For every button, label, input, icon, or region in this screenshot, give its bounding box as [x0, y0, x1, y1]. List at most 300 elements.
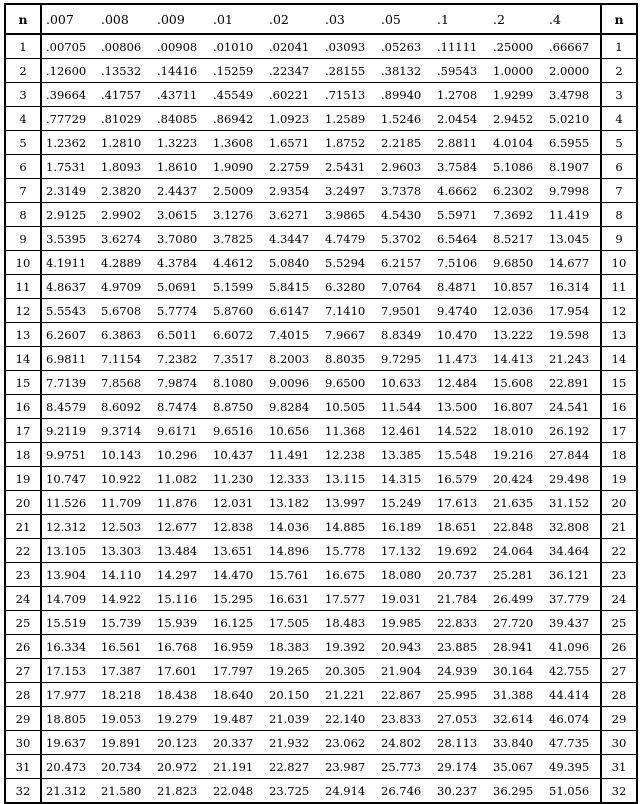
value-cell: 49.395: [545, 755, 601, 779]
value-cell: 12.503: [97, 515, 153, 539]
value-cell: 4.8637: [41, 275, 97, 299]
value-cell: 30.237: [433, 779, 489, 804]
value-cell: 10.922: [97, 467, 153, 491]
value-cell: 7.9667: [321, 323, 377, 347]
value-cell: 2.0454: [433, 107, 489, 131]
value-cell: .00806: [97, 34, 153, 59]
value-cell: 11.526: [41, 491, 97, 515]
row-n-left: 27: [5, 659, 41, 683]
row-n-left: 18: [5, 443, 41, 467]
value-cell: 22.867: [377, 683, 433, 707]
table-row: [5, 59, 637, 83]
value-cell: 11.709: [97, 491, 153, 515]
header-rate-cell: .05: [377, 4, 433, 34]
value-cell: 9.7998: [545, 179, 601, 203]
value-cell: 19.637: [41, 731, 97, 755]
row-n-right: 29: [601, 707, 637, 731]
value-cell: 21.221: [321, 683, 377, 707]
value-cell: 3.1276: [209, 203, 265, 227]
table-row: [5, 323, 637, 347]
row-n-right: 17: [601, 419, 637, 443]
value-cell: 12.838: [209, 515, 265, 539]
value-cell: 14.413: [489, 347, 545, 371]
row-n-left: 3: [5, 83, 41, 107]
value-cell: .60221: [265, 83, 321, 107]
value-cell: 11.473: [433, 347, 489, 371]
value-cell: 12.677: [153, 515, 209, 539]
value-cell: 5.6708: [97, 299, 153, 323]
value-cell: 15.295: [209, 587, 265, 611]
value-cell: 10.747: [41, 467, 97, 491]
table-row: [5, 635, 637, 659]
value-cell: 42.755: [545, 659, 601, 683]
value-cell: 1.0000: [489, 59, 545, 83]
value-cell: 15.608: [489, 371, 545, 395]
row-n-left: 23: [5, 563, 41, 587]
value-cell: 1.8093: [97, 155, 153, 179]
value-cell: 18.483: [321, 611, 377, 635]
value-cell: 11.230: [209, 467, 265, 491]
value-cell: 21.580: [97, 779, 153, 804]
value-cell: 18.438: [153, 683, 209, 707]
value-cell: 29.498: [545, 467, 601, 491]
value-cell: 10.633: [377, 371, 433, 395]
value-cell: 27.844: [545, 443, 601, 467]
table-row: [5, 107, 637, 131]
value-cell: .89940: [377, 83, 433, 107]
value-cell: 2.4437: [153, 179, 209, 203]
value-cell: 9.4740: [433, 299, 489, 323]
value-cell: 6.5464: [433, 227, 489, 251]
value-cell: 15.519: [41, 611, 97, 635]
value-cell: 4.4612: [209, 251, 265, 275]
value-cell: 17.153: [41, 659, 97, 683]
value-cell: 8.8035: [321, 347, 377, 371]
table-row: [5, 34, 637, 59]
value-cell: 16.579: [433, 467, 489, 491]
value-cell: 14.522: [433, 419, 489, 443]
value-cell: 18.218: [97, 683, 153, 707]
value-cell: 1.2362: [41, 131, 97, 155]
value-cell: 12.312: [41, 515, 97, 539]
value-cell: .28155: [321, 59, 377, 83]
value-cell: 13.997: [321, 491, 377, 515]
value-cell: 10.470: [433, 323, 489, 347]
row-n-left: 9: [5, 227, 41, 251]
value-cell: 21.191: [209, 755, 265, 779]
row-n-right: 21: [601, 515, 637, 539]
value-cell: 4.9709: [97, 275, 153, 299]
row-n-left: 16: [5, 395, 41, 419]
row-n-right: 25: [601, 611, 637, 635]
value-cell: 24.541: [545, 395, 601, 419]
value-cell: 8.1907: [545, 155, 601, 179]
value-cell: 11.368: [321, 419, 377, 443]
value-cell: .38132: [377, 59, 433, 83]
value-cell: 13.385: [377, 443, 433, 467]
row-n-right: 30: [601, 731, 637, 755]
value-cell: 20.424: [489, 467, 545, 491]
value-cell: 14.896: [265, 539, 321, 563]
header-rate-cell: .01: [209, 4, 265, 34]
row-n-left: 29: [5, 707, 41, 731]
value-cell: 11.544: [377, 395, 433, 419]
header-rate-cell: .03: [321, 4, 377, 34]
value-cell: 27.720: [489, 611, 545, 635]
value-cell: 22.140: [321, 707, 377, 731]
value-cell: 12.333: [265, 467, 321, 491]
value-cell: 31.388: [489, 683, 545, 707]
value-cell: 10.505: [321, 395, 377, 419]
row-n-left: 21: [5, 515, 41, 539]
value-cell: 8.5217: [489, 227, 545, 251]
value-cell: 18.805: [41, 707, 97, 731]
value-cell: 2.5009: [209, 179, 265, 203]
value-cell: 5.5543: [41, 299, 97, 323]
value-cell: 14.885: [321, 515, 377, 539]
value-cell: 5.8760: [209, 299, 265, 323]
value-cell: 3.7378: [377, 179, 433, 203]
value-cell: 1.9299: [489, 83, 545, 107]
value-cell: 51.056: [545, 779, 601, 804]
value-cell: 18.383: [265, 635, 321, 659]
value-cell: 16.807: [489, 395, 545, 419]
value-cell: 21.243: [545, 347, 601, 371]
value-cell: .84085: [153, 107, 209, 131]
value-cell: 28.941: [489, 635, 545, 659]
value-cell: 20.972: [153, 755, 209, 779]
value-cell: 4.1911: [41, 251, 97, 275]
row-n-right: 23: [601, 563, 637, 587]
value-cell: 14.709: [41, 587, 97, 611]
header-rate-cell: .02: [265, 4, 321, 34]
value-cell: 5.7774: [153, 299, 209, 323]
table-wrapper: [4, 3, 638, 800]
value-cell: 1.2708: [433, 83, 489, 107]
value-cell: 2.9902: [97, 203, 153, 227]
value-cell: 12.238: [321, 443, 377, 467]
value-cell: 21.312: [41, 779, 97, 804]
value-cell: 10.656: [265, 419, 321, 443]
value-cell: 11.419: [545, 203, 601, 227]
value-cell: 37.779: [545, 587, 601, 611]
value-cell: .00908: [153, 34, 209, 59]
value-cell: 28.113: [433, 731, 489, 755]
value-cell: 1.2589: [321, 107, 377, 131]
value-cell: 3.9865: [321, 203, 377, 227]
value-cell: 17.505: [265, 611, 321, 635]
value-cell: 13.105: [41, 539, 97, 563]
value-cell: 6.2302: [489, 179, 545, 203]
value-cell: 14.110: [97, 563, 153, 587]
value-cell: 6.6147: [265, 299, 321, 323]
value-cell: 20.943: [377, 635, 433, 659]
value-cell: 19.891: [97, 731, 153, 755]
value-cell: .05263: [377, 34, 433, 59]
value-cell: 20.123: [153, 731, 209, 755]
value-cell: 1.8752: [321, 131, 377, 155]
value-cell: 13.303: [97, 539, 153, 563]
value-cell: 7.0764: [377, 275, 433, 299]
header-rate-cell: .009: [153, 4, 209, 34]
table-row: [5, 755, 637, 779]
value-cell: 39.437: [545, 611, 601, 635]
value-cell: 1.9090: [209, 155, 265, 179]
row-n-right: 26: [601, 635, 637, 659]
value-cell: 2.3149: [41, 179, 97, 203]
value-cell: 23.885: [433, 635, 489, 659]
value-cell: .41757: [97, 83, 153, 107]
row-n-left: 17: [5, 419, 41, 443]
table-row: [5, 347, 637, 371]
value-cell: 6.6072: [209, 323, 265, 347]
value-cell: 14.922: [97, 587, 153, 611]
row-n-left: 31: [5, 755, 41, 779]
row-n-left: 14: [5, 347, 41, 371]
value-cell: 3.0615: [153, 203, 209, 227]
value-cell: 27.053: [433, 707, 489, 731]
value-cell: 24.064: [489, 539, 545, 563]
value-cell: .25000: [489, 34, 545, 59]
row-n-right: 16: [601, 395, 637, 419]
row-n-right: 1: [601, 34, 637, 59]
row-n-left: 24: [5, 587, 41, 611]
table-row: [5, 491, 637, 515]
value-cell: 7.7139: [41, 371, 97, 395]
value-cell: 2.9354: [265, 179, 321, 203]
row-n-right: 8: [601, 203, 637, 227]
value-cell: 3.7825: [209, 227, 265, 251]
value-cell: 7.3692: [489, 203, 545, 227]
value-cell: 32.614: [489, 707, 545, 731]
table-row: [5, 395, 637, 419]
value-cell: 22.848: [489, 515, 545, 539]
row-n-right: 11: [601, 275, 637, 299]
value-cell: 17.577: [321, 587, 377, 611]
value-cell: 18.651: [433, 515, 489, 539]
value-cell: 15.761: [265, 563, 321, 587]
value-cell: 21.823: [153, 779, 209, 804]
value-cell: 14.315: [377, 467, 433, 491]
row-n-right: 28: [601, 683, 637, 707]
value-cell: 16.189: [377, 515, 433, 539]
value-cell: 2.8811: [433, 131, 489, 155]
value-cell: .39664: [41, 83, 97, 107]
value-cell: 13.222: [489, 323, 545, 347]
value-cell: 8.7474: [153, 395, 209, 419]
table-row: [5, 275, 637, 299]
value-cell: 5.3702: [377, 227, 433, 251]
table-row: [5, 683, 637, 707]
table-row: [5, 467, 637, 491]
value-cell: 1.3608: [209, 131, 265, 155]
row-n-left: 11: [5, 275, 41, 299]
value-cell: 13.651: [209, 539, 265, 563]
value-cell: 23.062: [321, 731, 377, 755]
value-cell: 10.857: [489, 275, 545, 299]
value-cell: 4.7479: [321, 227, 377, 251]
table-row: [5, 611, 637, 635]
value-cell: 5.8415: [265, 275, 321, 299]
value-cell: 9.7295: [377, 347, 433, 371]
row-n-left: 32: [5, 779, 41, 804]
value-cell: 7.8568: [97, 371, 153, 395]
header-rate-cell: .1: [433, 4, 489, 34]
value-cell: 6.9811: [41, 347, 97, 371]
value-cell: 15.739: [97, 611, 153, 635]
row-n-right: 14: [601, 347, 637, 371]
table-row: [5, 83, 637, 107]
value-cell: 13.182: [265, 491, 321, 515]
value-cell: .00705: [41, 34, 97, 59]
header-rate-cell: .007: [41, 4, 97, 34]
value-cell: .11111: [433, 34, 489, 59]
value-cell: 2.9125: [41, 203, 97, 227]
value-cell: 19.053: [97, 707, 153, 731]
value-cell: 2.0000: [545, 59, 601, 83]
value-cell: 2.5431: [321, 155, 377, 179]
value-cell: 33.840: [489, 731, 545, 755]
value-cell: 21.039: [265, 707, 321, 731]
value-cell: 13.904: [41, 563, 97, 587]
table-row: [5, 419, 637, 443]
value-cell: 2.9452: [489, 107, 545, 131]
row-n-right: 5: [601, 131, 637, 155]
table-row: [5, 371, 637, 395]
value-cell: 19.598: [545, 323, 601, 347]
value-cell: 23.987: [321, 755, 377, 779]
table-row: [5, 731, 637, 755]
row-n-left: 28: [5, 683, 41, 707]
value-cell: 1.8610: [153, 155, 209, 179]
value-cell: 24.802: [377, 731, 433, 755]
value-cell: 22.891: [545, 371, 601, 395]
table-row: [5, 539, 637, 563]
table-row: [5, 227, 637, 251]
row-n-right: 6: [601, 155, 637, 179]
row-n-left: 26: [5, 635, 41, 659]
value-cell: 26.499: [489, 587, 545, 611]
value-cell: 13.484: [153, 539, 209, 563]
value-cell: .15259: [209, 59, 265, 83]
header-rate-cell: .2: [489, 4, 545, 34]
value-cell: 8.8750: [209, 395, 265, 419]
value-cell: 8.6092: [97, 395, 153, 419]
value-cell: 20.473: [41, 755, 97, 779]
value-cell: 36.295: [489, 779, 545, 804]
row-n-left: 8: [5, 203, 41, 227]
value-cell: 9.6500: [321, 371, 377, 395]
value-cell: 16.561: [97, 635, 153, 659]
row-n-left: 13: [5, 323, 41, 347]
value-cell: 3.4798: [545, 83, 601, 107]
value-cell: 25.281: [489, 563, 545, 587]
value-cell: .77729: [41, 107, 97, 131]
value-cell: 16.125: [209, 611, 265, 635]
value-cell: 8.1080: [209, 371, 265, 395]
value-cell: 5.0210: [545, 107, 601, 131]
value-cell: 18.080: [377, 563, 433, 587]
row-n-left: 2: [5, 59, 41, 83]
value-cell: .03093: [321, 34, 377, 59]
row-n-left: 1: [5, 34, 41, 59]
row-n-left: 6: [5, 155, 41, 179]
value-cell: 13.045: [545, 227, 601, 251]
table-row: [5, 155, 637, 179]
value-cell: 13.500: [433, 395, 489, 419]
value-cell: 5.1086: [489, 155, 545, 179]
row-n-right: 13: [601, 323, 637, 347]
value-cell: 9.6516: [209, 419, 265, 443]
value-cell: 16.314: [545, 275, 601, 299]
value-cell: 7.1154: [97, 347, 153, 371]
value-cell: 9.6171: [153, 419, 209, 443]
row-n-right: 4: [601, 107, 637, 131]
value-cell: 12.461: [377, 419, 433, 443]
table-row: [5, 299, 637, 323]
value-cell: 9.3714: [97, 419, 153, 443]
value-cell: 6.5955: [545, 131, 601, 155]
value-cell: 16.959: [209, 635, 265, 659]
value-cell: 2.2185: [377, 131, 433, 155]
value-cell: 2.2759: [265, 155, 321, 179]
value-cell: 6.2157: [377, 251, 433, 275]
value-cell: 15.778: [321, 539, 377, 563]
value-cell: 4.0104: [489, 131, 545, 155]
value-cell: 8.4579: [41, 395, 97, 419]
value-cell: 25.995: [433, 683, 489, 707]
value-cell: 20.150: [265, 683, 321, 707]
value-cell: 34.464: [545, 539, 601, 563]
value-cell: 3.5395: [41, 227, 97, 251]
value-cell: 19.265: [265, 659, 321, 683]
row-n-right: 18: [601, 443, 637, 467]
value-cell: 4.3784: [153, 251, 209, 275]
value-cell: 7.2382: [153, 347, 209, 371]
value-cell: 16.631: [265, 587, 321, 611]
value-cell: 24.939: [433, 659, 489, 683]
value-cell: 5.1599: [209, 275, 265, 299]
row-n-left: 15: [5, 371, 41, 395]
row-n-left: 19: [5, 467, 41, 491]
header-n-left: n: [5, 4, 41, 34]
value-cell: 4.3447: [265, 227, 321, 251]
value-cell: 15.249: [377, 491, 433, 515]
value-cell: 19.692: [433, 539, 489, 563]
value-cell: 20.337: [209, 731, 265, 755]
value-cell: 16.675: [321, 563, 377, 587]
value-cell: 9.0096: [265, 371, 321, 395]
value-cell: 9.6850: [489, 251, 545, 275]
table-row: [5, 443, 637, 467]
table-row: [5, 515, 637, 539]
table-row: [5, 587, 637, 611]
row-n-left: 4: [5, 107, 41, 131]
value-cell: 17.797: [209, 659, 265, 683]
value-cell: 21.635: [489, 491, 545, 515]
table-row: [5, 563, 637, 587]
value-cell: 29.174: [433, 755, 489, 779]
value-cell: 9.2119: [41, 419, 97, 443]
value-cell: 6.2607: [41, 323, 97, 347]
value-cell: 23.833: [377, 707, 433, 731]
value-cell: 4.6662: [433, 179, 489, 203]
value-cell: 14.677: [545, 251, 601, 275]
value-cell: 2.3820: [97, 179, 153, 203]
value-cell: 8.8349: [377, 323, 433, 347]
row-n-right: 20: [601, 491, 637, 515]
value-cell: 11.876: [153, 491, 209, 515]
